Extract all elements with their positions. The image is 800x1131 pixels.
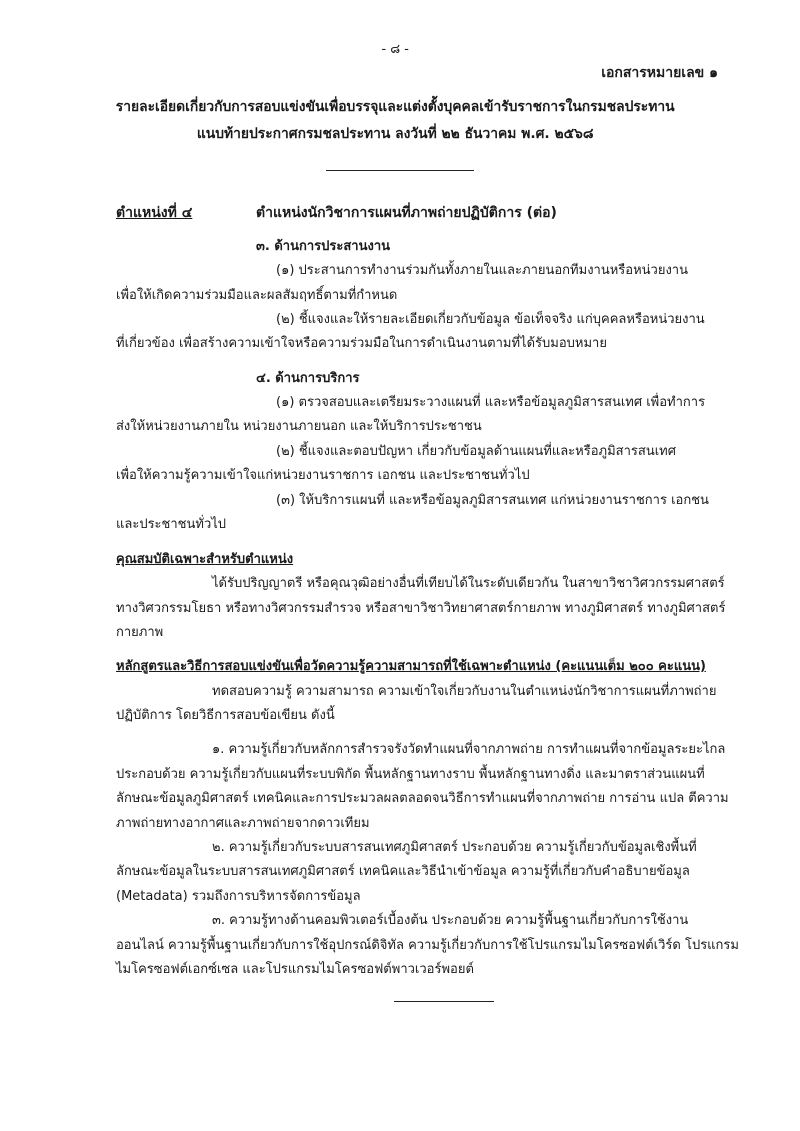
- coordination-heading: ๓. ด้านการประสานงาน: [256, 239, 391, 254]
- title-line-2: แนบท้ายประกาศกรมชลประทาน ลงวันที่ ๒๒ ธันวาคม พ.ศ. ๒๕๖๘: [196, 126, 594, 142]
- curriculum-intro-line-2: ปฏิบัติการ โดยวิธีการสอบข้อเขียน ดังนี้: [116, 708, 335, 723]
- service-item-2-line-1: (๒) ชี้แจงและตอบปัญหา เกี่ยวกับข้อมูลด้านแผนที่และหรือภูมิสารสนเทศ: [276, 444, 676, 459]
- title-divider: [326, 170, 474, 171]
- curriculum-item-2-line-2: ลักษณะข้อมูลในระบบสารสนเทศภูมิศาสตร์ เทคนิคและวิธีนำเข้าข้อมูล ความรู้ที่เกี่ยวกับคำอธิบายข้อมูล: [116, 864, 690, 879]
- curriculum-heading: หลักสูตรและวิธีการสอบแข่งขันเพื่อวัดความรู้ความสามารถที่ใช้เฉพาะตำแหน่ง (คะแนนเต็ม ๒๐๐ คะแนน): [116, 659, 706, 674]
- coordination-item-1-line-2: เพื่อให้เกิดความร่วมมือและผลสัมฤทธิ์ตามที่กำหนด: [116, 288, 398, 303]
- coordination-item-1-line-1: (๑) ประสานการทำงานร่วมกันทั้งภายในและภายนอกทีมงานหรือหน่วยงาน: [276, 263, 688, 278]
- document-reference: เอกสารหมายเลข ๑: [601, 65, 718, 81]
- curriculum-item-1-line-1: ๑. ความรู้เกี่ยวกับหลักการสำรวจรังวัดทำแผนที่จากภาพถ่าย การทำแผนที่จากข้อมูลระยะไกล: [212, 742, 726, 757]
- curriculum-item-1-line-3: ลักษณะข้อมูลภูมิศาสตร์ เทคนิคและการประมวลผลตลอดจนวิธีการทำแผนที่จากภาพถ่าย การอ่าน แปล ตีความ: [116, 791, 729, 806]
- service-item-2-line-2: เพื่อให้ความรู้ความเข้าใจแก่หน่วยงานราชการ เอกชน และประชาชนทั่วไป: [116, 468, 530, 483]
- qualifications-heading: คุณสมบัติเฉพาะสำหรับตำแหน่ง: [116, 552, 294, 567]
- service-item-3-line-1: (๓) ให้บริการแผนที่ และหรือข้อมูลภูมิสารสนเทศ แก่หน่วยงานราชการ เอกชน: [276, 493, 709, 508]
- curriculum-intro-line-1: ทดสอบความรู้ ความสามารถ ความเข้าใจเกี่ยวกับงานในตำแหน่งนักวิชาการแผนที่ภาพถ่าย: [212, 684, 717, 699]
- coordination-item-2-line-2: ที่เกี่ยวข้อง เพื่อสร้างความเข้าใจหรือความร่วมมือในการดำเนินงานตามที่ได้รับมอบหมาย: [116, 336, 607, 351]
- curriculum-item-1-line-4: ภาพถ่ายทางอากาศและภาพถ่ายจากดาวเทียม: [116, 816, 370, 831]
- curriculum-item-2-line-1: ๒. ความรู้เกี่ยวกับระบบสารสนเทศภูมิศาสตร์ ประกอบด้วย ความรู้เกี่ยวกับข้อมูลเชิงพื้นที่: [212, 840, 697, 855]
- curriculum-item-1-line-2: ประกอบด้วย ความรู้เกี่ยวกับแผนที่ระบบพิกัด พื้นหลักฐานทางราบ พื้นหลักฐานทางดิ่ง และมาตราส่วนแผนที่: [116, 767, 705, 782]
- qualifications-line-3: กายภาพ: [116, 625, 164, 640]
- position-label: ตำแหน่งที่ ๔: [116, 205, 193, 221]
- service-heading: ๔. ด้านการบริการ: [256, 371, 360, 386]
- curriculum-item-2-line-3: (Metadata) รวมถึงการบริหารจัดการข้อมูล: [116, 889, 361, 904]
- end-divider: [394, 1001, 494, 1002]
- curriculum-item-3-line-1: ๓. ความรู้ทางด้านคอมพิวเตอร์เบื้องต้น ประกอบด้วย ความรู้พื้นฐานเกี่ยวกับการใช้งาน: [212, 913, 689, 928]
- curriculum-item-3-line-3: ไมโครซอฟต์เอกซ์เซล และโปรแกรมไมโครซอฟต์พาวเวอร์พอยต์: [116, 962, 474, 977]
- page-number: - ๘ -: [381, 42, 409, 57]
- service-item-1-line-2: ส่งให้หน่วยงานภายใน หน่วยงานภายนอก และให้บริการประชาชน: [116, 419, 482, 434]
- coordination-item-2-line-1: (๒) ชี้แจงและให้รายละเอียดเกี่ยวกับข้อมูล ข้อเท็จจริง แก่บุคคลหรือหน่วยงาน: [276, 312, 705, 327]
- qualifications-line-2: ทางวิศวกรรมโยธา หรือทางวิศวกรรมสำรวจ หรือสาขาวิชาวิทยาศาสตร์กายภาพ ทางภูมิศาสตร์ ทางภูมิศาสตร์: [116, 601, 726, 616]
- service-item-1-line-1: (๑) ตรวจสอบและเตรียมระวางแผนที่ และหรือข้อมูลภูมิสารสนเทศ เพื่อทำการ: [276, 395, 706, 410]
- service-item-3-line-2: และประชาชนทั่วไป: [116, 517, 227, 532]
- qualifications-line-1: ได้รับปริญญาตรี หรือคุณวุฒิอย่างอื่นที่เทียบได้ในระดับเดียวกัน ในสาขาวิชาวิศวกรรมศาสตร์: [212, 576, 725, 591]
- curriculum-item-3-line-2: ออนไลน์ ความรู้พื้นฐานเกี่ยวกับการใช้อุปกรณ์ดิจิทัล ความรู้เกี่ยวกับการใช้โปรแกรมไมโครซอฟต์เวิร์ด โปรแกรม: [116, 938, 739, 953]
- title-line-1: รายละเอียดเกี่ยวกับการสอบแข่งขันเพื่อบรรจุและแต่งตั้งบุคคลเข้ารับราชการในกรมชลประทาน: [115, 99, 675, 115]
- position-name: ตำแหน่งนักวิชาการแผนที่ภาพถ่ายปฏิบัติการ (ต่อ): [256, 205, 557, 221]
